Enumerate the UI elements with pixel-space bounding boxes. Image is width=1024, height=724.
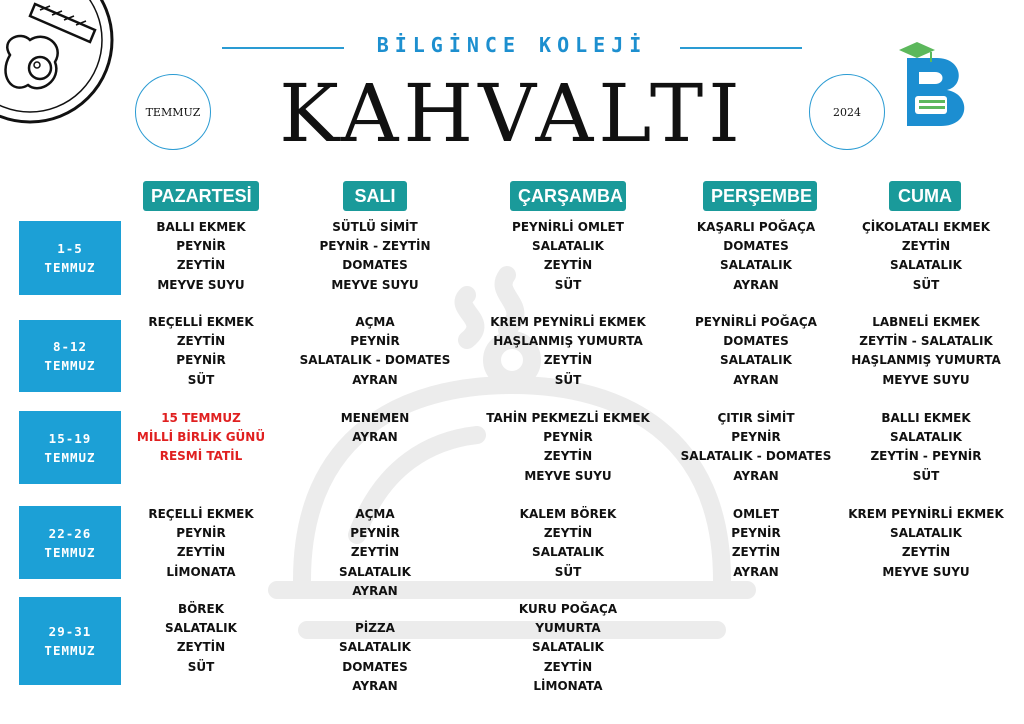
menu-item: ZEYTİN	[176, 640, 226, 655]
menu-item: ZEYTİN	[176, 258, 226, 273]
year-badge: 2024	[809, 74, 885, 150]
menu-cell	[290, 505, 460, 601]
menu-item: PEYNİR	[176, 526, 226, 541]
menu-item: PEYNİR	[176, 353, 226, 368]
menu-item: AYRAN	[352, 583, 398, 598]
menu-item: ZEYTİN - PEYNİR	[870, 449, 982, 464]
menu-item: BALLI EKMEK	[156, 220, 246, 234]
menu-item: HAŞLANMIŞ YUMURTA	[851, 353, 1001, 368]
menu-item: MEYVE SUYU	[524, 468, 612, 483]
week-range: 1-5	[57, 241, 83, 256]
menu-item: SÜT	[554, 277, 582, 292]
menu-item: SALATALIK - DOMATES	[680, 449, 832, 464]
menu-item: ZEYTİN - SALATALIK	[859, 334, 993, 349]
week-month: TEMMUZ	[44, 449, 96, 465]
menu-item: DOMATES	[342, 258, 408, 273]
page-title: KAHVALTI	[279, 67, 745, 160]
menu-item: ZEYTİN	[543, 258, 593, 273]
menu-item: ZEYTİN	[176, 334, 226, 349]
menu-item: KREM PEYNİRLİ EKMEK	[490, 315, 646, 329]
menu-item: SALATALIK	[720, 353, 792, 368]
menu-item: SÜT	[187, 372, 215, 387]
menu-cell	[483, 409, 653, 486]
day-header-thursday: PERŞEMBE	[703, 181, 817, 211]
menu-item: KREM PEYNİRLİ EKMEK	[848, 507, 1004, 521]
day-header-wednesday: ÇARŞAMBA	[510, 181, 626, 211]
menu-cell	[290, 218, 460, 295]
menu-cell	[671, 409, 841, 486]
menu-cell	[483, 505, 653, 582]
week-label	[19, 506, 121, 579]
menu-item: SÜT	[554, 564, 582, 579]
menu-item: AYRAN	[733, 372, 779, 387]
menu-item: BÖREK	[177, 602, 225, 616]
menu-cell	[671, 218, 841, 295]
menu-item: PEYNİR	[176, 239, 226, 254]
school-logo-b-icon	[895, 38, 977, 130]
menu-cell	[483, 218, 653, 295]
menu-item: PİZZA	[355, 621, 395, 636]
week-range: 22-26	[48, 525, 92, 541]
menu-item: ZEYTİN	[901, 545, 951, 560]
menu-cell	[116, 313, 286, 390]
menu-cell	[671, 505, 841, 582]
menu-item: ZEYTİN	[543, 449, 593, 464]
menu-item: LİMONATA	[166, 564, 236, 579]
menu-item: MEYVE SUYU	[882, 564, 970, 579]
menu-item: KURU POĞAÇA	[518, 602, 618, 616]
menu-item: SALATALIK	[532, 545, 604, 560]
week-month: TEMMUZ	[44, 260, 96, 275]
menu-item: SÜT	[912, 277, 940, 292]
menu-item: AYRAN	[352, 678, 398, 693]
menu-item: SALATALIK	[890, 258, 962, 273]
menu-item: ZEYTİN	[901, 239, 951, 254]
menu-item: SÜT	[912, 468, 940, 483]
menu-item: HAŞLANMIŞ YUMURTA	[493, 334, 643, 349]
menu-item: ZEYTİN	[176, 545, 226, 560]
menu-item: SALATALIK	[890, 430, 962, 445]
menu-item: PEYNİRLİ OMLET	[512, 220, 624, 234]
menu-item: SALATALIK	[720, 258, 792, 273]
week-label	[19, 411, 121, 484]
menu-item: PEYNİR	[731, 430, 781, 445]
menu-item: 15 TEMMUZ	[161, 411, 241, 425]
menu-item: YUMURTA	[535, 621, 601, 636]
menu-item: RESMİ TATİL	[159, 449, 243, 464]
menu-item: SALATALIK - DOMATES	[299, 353, 451, 368]
menu-item: DOMATES	[723, 239, 789, 254]
menu-item: MEYVE SUYU	[157, 277, 245, 292]
menu-item	[290, 600, 460, 619]
menu-item: REÇELLİ EKMEK	[148, 315, 254, 329]
menu-item: SÜT	[554, 372, 582, 387]
menu-item: DOMATES	[723, 334, 789, 349]
menu-item: MEYVE SUYU	[882, 372, 970, 387]
menu-item: PEYNİR	[350, 334, 400, 349]
day-header-friday: CUMA	[889, 181, 961, 211]
menu-item: ZEYTİN	[731, 545, 781, 560]
menu-item: LABNELİ EKMEK	[872, 315, 980, 329]
menu-cell	[116, 600, 286, 677]
menu-item: SÜTLÜ SİMİT	[332, 220, 418, 234]
menu-item: KALEM BÖREK	[519, 507, 617, 521]
menu-cell	[841, 313, 1011, 390]
menu-item: SALATALIK	[339, 640, 411, 655]
menu-item: AYRAN	[352, 372, 398, 387]
menu-item: AÇMA	[355, 507, 395, 521]
week-month: TEMMUZ	[44, 544, 96, 560]
week-range: 15-19	[48, 430, 92, 446]
menu-item: PEYNİR - ZEYTİN	[319, 239, 431, 254]
menu-item: AYRAN	[733, 564, 779, 579]
menu-cell	[841, 218, 1011, 295]
menu-cell	[116, 218, 286, 295]
week-month: TEMMUZ	[44, 358, 96, 373]
menu-item: ZEYTİN	[543, 526, 593, 541]
menu-item: ÇITIR SİMİT	[717, 411, 795, 425]
menu-item: OMLET	[732, 507, 780, 521]
menu-item: KAŞARLI POĞAÇA	[696, 220, 816, 234]
menu-item: REÇELLİ EKMEK	[148, 507, 254, 521]
week-label	[19, 221, 121, 295]
menu-cell	[841, 505, 1011, 582]
week-month: TEMMUZ	[44, 643, 96, 658]
menu-item: PEYNİR	[543, 430, 593, 445]
menu-item: AYRAN	[352, 430, 398, 445]
menu-item: AÇMA	[355, 315, 395, 329]
school-name: BİLGİNCE KOLEJİ	[376, 33, 648, 57]
week-range: 8-12	[52, 339, 88, 354]
menu-item: AYRAN	[733, 468, 779, 483]
menu-cell	[483, 313, 653, 390]
menu-item: TAHİN PEKMEZLİ EKMEK	[486, 411, 650, 425]
menu-item: PEYNİR	[350, 526, 400, 541]
week-label	[19, 597, 121, 685]
week-range: 29-31	[48, 624, 92, 639]
menu-item: ZEYTİN	[543, 659, 593, 674]
menu-item: LİMONATA	[533, 678, 603, 693]
menu-item: MEYVE SUYU	[331, 277, 419, 292]
menu-item: BALLI EKMEK	[881, 411, 971, 425]
menu-item: SALATALIK	[532, 640, 604, 655]
menu-cell	[841, 409, 1011, 486]
menu-item: ZEYTİN	[543, 353, 593, 368]
menu-cell	[290, 409, 460, 447]
menu-item: SALATALIK	[890, 526, 962, 541]
month-badge: TEMMUZ	[135, 74, 211, 150]
menu-item: MENEMEN	[340, 411, 410, 425]
menu-item: SÜT	[187, 659, 215, 674]
menu-cell	[483, 600, 653, 696]
menu-item: MİLLİ BİRLİK GÜNÜ	[136, 430, 266, 445]
week-label	[19, 320, 121, 392]
menu-item: SALATALIK	[339, 564, 411, 579]
menu-cell	[290, 313, 460, 390]
menu-item: PEYNİRLİ POĞAÇA	[695, 315, 817, 329]
day-header-monday: PAZARTESİ	[143, 181, 259, 211]
menu-cell	[116, 505, 286, 582]
menu-item: SALATALIK	[165, 621, 237, 636]
day-header-tuesday: SALI	[343, 181, 407, 211]
menu-cell	[116, 409, 286, 467]
menu-item: DOMATES	[342, 659, 408, 674]
menu-cell	[671, 313, 841, 390]
menu-item: PEYNİR	[731, 526, 781, 541]
menu-item: ZEYTİN	[350, 545, 400, 560]
menu-item: SALATALIK	[532, 239, 604, 254]
menu-item: AYRAN	[733, 277, 779, 292]
menu-cell	[290, 600, 460, 696]
menu-item: ÇİKOLATALI EKMEK	[862, 220, 990, 234]
